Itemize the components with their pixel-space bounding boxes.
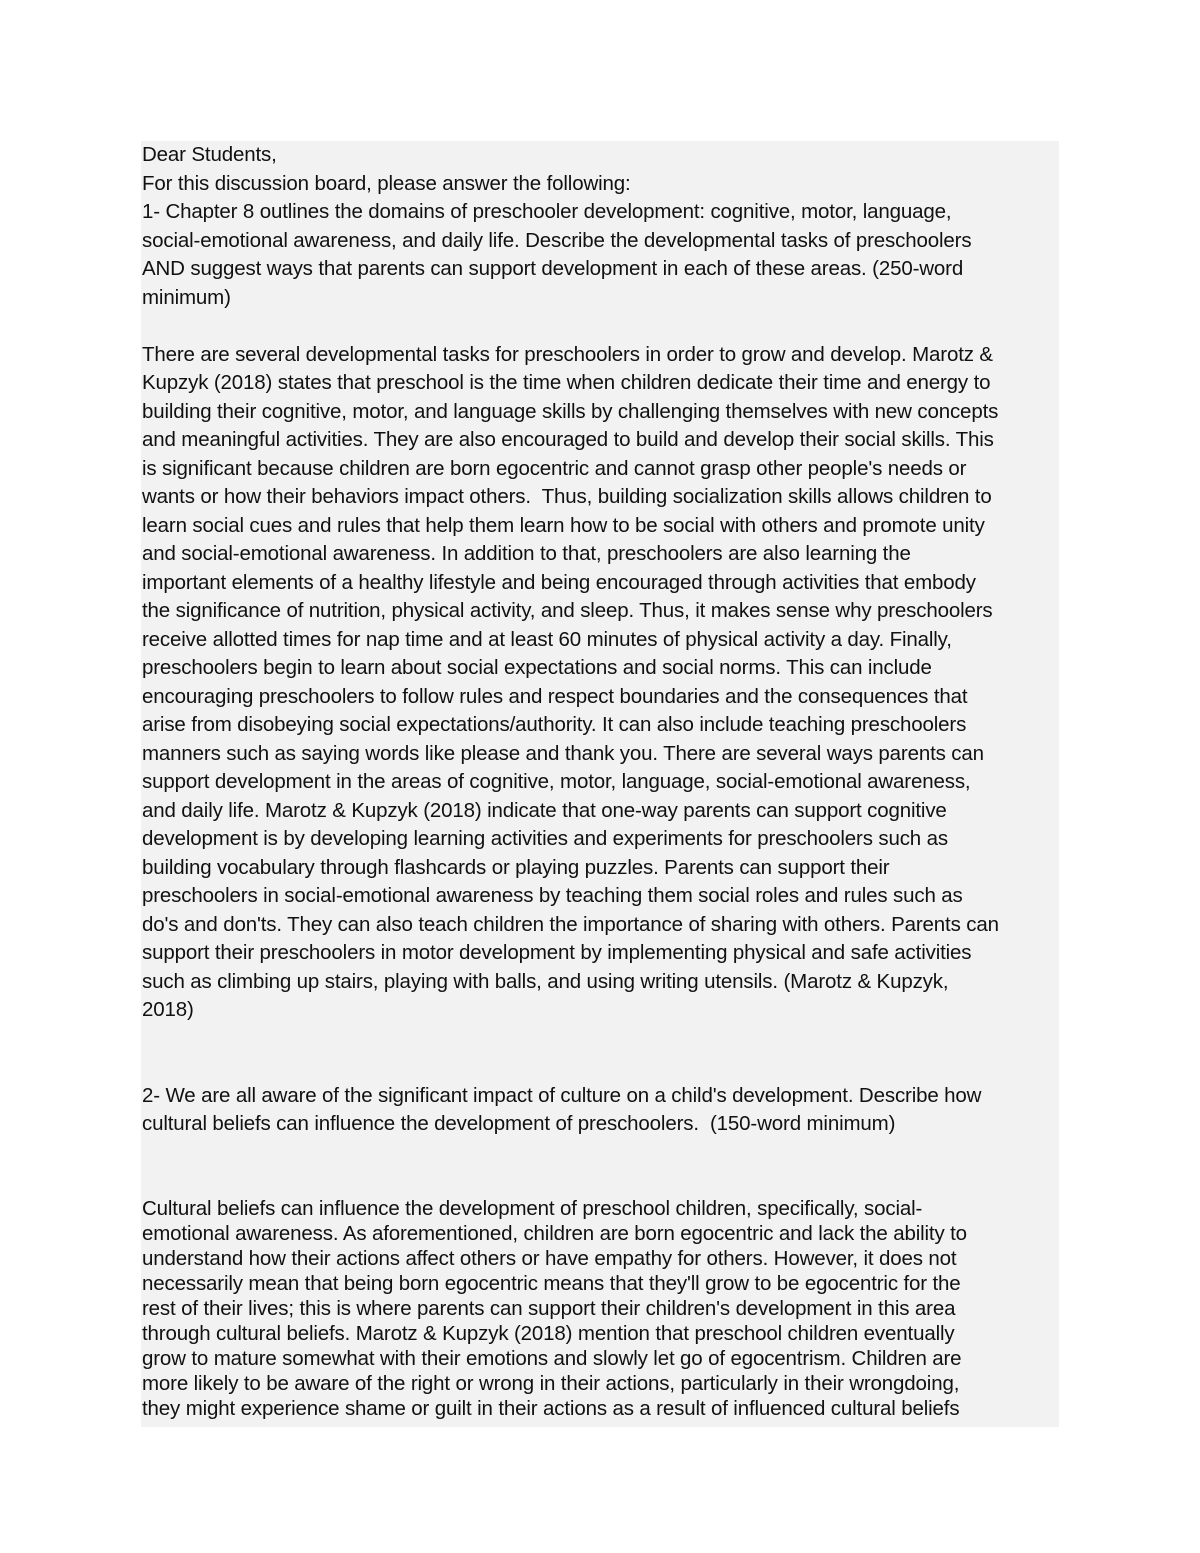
answer-1-line: support development in the areas of cognitive, motor, language, social-emotional awareness,: [142, 770, 971, 793]
answer-1-line: manners such as saying words like please and thank you. There are several ways parents can: [142, 741, 984, 765]
answer-2-line: emotional awareness. As aforementioned, children are born egocentric and lack the ability to: [142, 1221, 967, 1245]
paragraph-gap: [141, 1167, 1059, 1196]
answer-1-line: the significance of nutrition, physical activity, and sleep. Thus, it makes sense why preschoolers: [142, 599, 993, 622]
intro-text: For this discussion board, please answer the following:: [142, 171, 631, 195]
answer-2-line: through cultural beliefs. Marotz & Kupzyk (2018) mention that preschool children eventually: [142, 1321, 955, 1345]
answer-2: [141, 1196, 1059, 1427]
answer-2-line: understand how their actions affect others or have empathy for others. However, it does not: [142, 1246, 957, 1270]
answer-1-line: support their preschoolers in motor development by implementing physical and safe activities: [142, 941, 972, 964]
answer-1-line: encouraging preschoolers to follow rules and respect boundaries and the consequences that: [142, 684, 968, 708]
answer-1-line: preschoolers begin to learn about social expectations and social norms. This can include: [142, 656, 932, 679]
answer-2-line: rest of their lives; this is where parents can support their children's development in this area: [142, 1296, 956, 1320]
question-2-line: 2- We are all aware of the significant impact of culture on a child's development. Describe how: [142, 1083, 982, 1107]
paragraph-gap: [141, 1025, 1059, 1054]
question-2-line: cultural beliefs can influence the development of preschoolers. (150-word minimum): [142, 1112, 896, 1135]
answer-1-line: wants or how their behaviors impact others. Thus, building socialization skills allows children to: [142, 485, 992, 508]
answer-1-line: is significant because children are born egocentric and cannot grasp other people's needs or: [142, 456, 967, 480]
answer-1-line: preschoolers in social-emotional awareness by teaching them social roles and rules such as: [142, 884, 963, 907]
answer-1-line: such as climbing up stairs, playing with balls, and using writing utensils. (Marotz & Kupzyk,: [142, 969, 949, 993]
answer-2-line: more likely to be aware of the right or wrong in their actions, particularly in their wrongdoing,: [142, 1371, 960, 1395]
document-body: [141, 141, 1059, 1427]
answer-1-line: important elements of a healthy lifestyle and being encouraged through activities that embody: [142, 570, 976, 594]
question-1-line: AND suggest ways that parents can support development in each of these areas. (250-word: [142, 257, 964, 280]
answer-2-line: they might experience shame or guilt in their actions as a result of influenced cultural beliefs: [142, 1396, 960, 1420]
answer-1-line: do's and don'ts. They can also teach children the importance of sharing with others. Parents can: [142, 912, 999, 936]
answer-1-line: Kupzyk (2018) states that preschool is the time when children dedicate their time and energy to: [142, 371, 991, 394]
answer-2-line: grow to mature somewhat with their emotions and slowly let go of egocentrism. Children are: [142, 1346, 962, 1370]
answer-1-line: learn social cues and rules that help them learn how to be social with others and promote unity: [142, 513, 985, 537]
answer-1-line: and daily life. Marotz & Kupzyk (2018) indicate that one-way parents can support cognitive: [142, 798, 947, 822]
paragraph-gap: [141, 1053, 1059, 1082]
answer-2-line: necessarily mean that being born egocentric means that they'll grow to be egocentric for the: [142, 1271, 961, 1295]
question-1: [141, 198, 1059, 312]
answer-1-line: There are several developmental tasks for preschoolers in order to grow and develop. Marotz &: [142, 342, 993, 366]
answer-1-line: building their cognitive, motor, and language skills by challenging themselves with new concepts: [142, 399, 999, 423]
answer-1: [141, 341, 1059, 1025]
paragraph-gap: [141, 312, 1059, 341]
answer-1-line: arise from disobeying social expectations/authority. It can also include teaching preschoolers: [142, 713, 967, 736]
greeting: Dear Students,: [142, 143, 277, 166]
answer-1-line: building vocabulary through flashcards or playing puzzles. Parents can support their: [142, 855, 890, 879]
question-2: [141, 1082, 1059, 1139]
answer-1-line: receive allotted times for nap time and at least 60 minutes of physical activity a day. Finally,: [142, 627, 952, 651]
question-1-line: social-emotional awareness, and daily life. Describe the developmental tasks of preschoolers: [142, 228, 972, 252]
answer-1-line: 2018): [142, 998, 194, 1021]
answer-1-line: development is by developing learning activities and experiments for preschoolers such as: [142, 827, 948, 850]
paragraph-gap: [141, 1139, 1059, 1168]
answer-1-line: and meaningful activities. They are also encouraged to build and develop their social skills. This: [142, 428, 994, 451]
answer-1-line: and social-emotional awareness. In addition to that, preschoolers are also learning the: [142, 542, 911, 565]
answer-2-line: Cultural beliefs can influence the development of preschool children, specifically, social-: [142, 1196, 923, 1220]
question-1-line: minimum): [142, 285, 231, 309]
question-1-line: 1- Chapter 8 outlines the domains of preschooler development: cognitive, motor, language,: [142, 200, 952, 223]
